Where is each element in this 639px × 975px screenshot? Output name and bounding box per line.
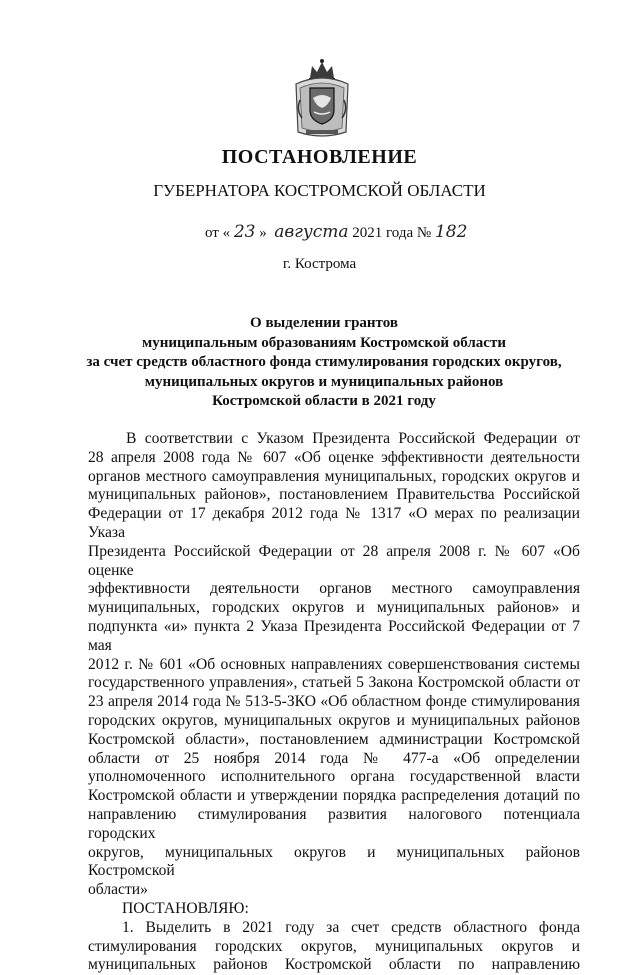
preamble-line: муниципальных районов», постановлением Правительства Российской [88,486,580,504]
item-line: 1. Выделить в 2021 году за счет средств областного фонда [122,918,580,936]
preamble-line: Костромской области», постановлением администрации Костромской [88,730,580,748]
date-prefix: от « [205,225,231,241]
document-type: ПОСТАНОВЛЕНИЕ [221,146,418,168]
preamble-line: В соответствии с Указом Президента Российской Федерации от [126,430,580,447]
issuer: ГУБЕРНАТОРА КОСТРОМСКОЙ ОБЛАСТИ [153,181,486,200]
resolve-word: ПОСТАНОВЛЯЮ: [122,899,249,917]
date-year: 2021 года № [352,225,432,241]
preamble-line: области» [88,881,148,899]
preamble-line: округов, муниципальных округов и муниципальных районов Костромской [88,843,580,880]
coat-of-arms-icon [292,58,352,140]
title-line: О выделении грантов [250,315,398,331]
date-line [205,222,467,242]
document-title [74,314,574,412]
date-month: августа [274,222,349,242]
date-mid: » [259,225,267,241]
item-line: муниципальных районов Костромской области по направлению [88,956,580,974]
document-body [88,430,580,975]
city: г. Кострома [282,256,357,272]
preamble-line: направлению стимулирования развития налогового потенциала городских [88,805,580,842]
preamble-line: органов местного самоуправления муниципальных, городских округов и [88,467,580,485]
preamble-line: городских округов, муниципальных округов и муниципальных районов [88,711,580,729]
title-line: за счет средств областного фонда стимулирования городских округов, [86,354,562,370]
preamble-line: подпункта «и» пункта 2 Указа Президента Российской Федерации от 7 мая [88,617,580,654]
preamble-line: Костромской области и утверждении порядка распределения дотаций по [88,787,580,805]
preamble-line: Президента Российской Федерации от 28 апреля 2008 г. № 607 «Об оценке [88,542,580,579]
preamble-line: государственного управления», статьей 5 Закона Костромской области от [88,674,580,692]
preamble-line: 28 апреля 2008 года № 607 «Об оценке эффективности деятельности [88,448,580,466]
preamble-line: муниципальных, городских округов и муниципальных районов» и [88,599,580,617]
item-line: стимулирования городских округов, муниципальных округов и [88,937,580,955]
preamble-line: эффективности деятельности органов местного самоуправления [88,580,580,598]
title-line: Костромской области в 2021 году [212,393,436,409]
preamble-line: 2012 г. № 601 «Об основных направлениях совершенствования системы [88,655,580,673]
document-number: 182 [434,222,468,242]
date-day: 23 [233,222,256,242]
title-line: муниципальных округов и муниципальных районов [144,373,504,390]
title-line: муниципальным образованиям Костромской области [142,334,506,351]
preamble-line: Федерации от 17 декабря 2012 года № 1317 «О мерах по реализации Указа [88,505,580,541]
preamble-line: области от 25 ноября 2014 года № 477-а «Об определении [88,749,580,767]
preamble-line: уполномоченного исполнительного органа государственной власти [88,768,580,786]
preamble-line: 23 апреля 2014 года № 513-5-ЗКО «Об областном фонде стимулирования [88,693,580,711]
